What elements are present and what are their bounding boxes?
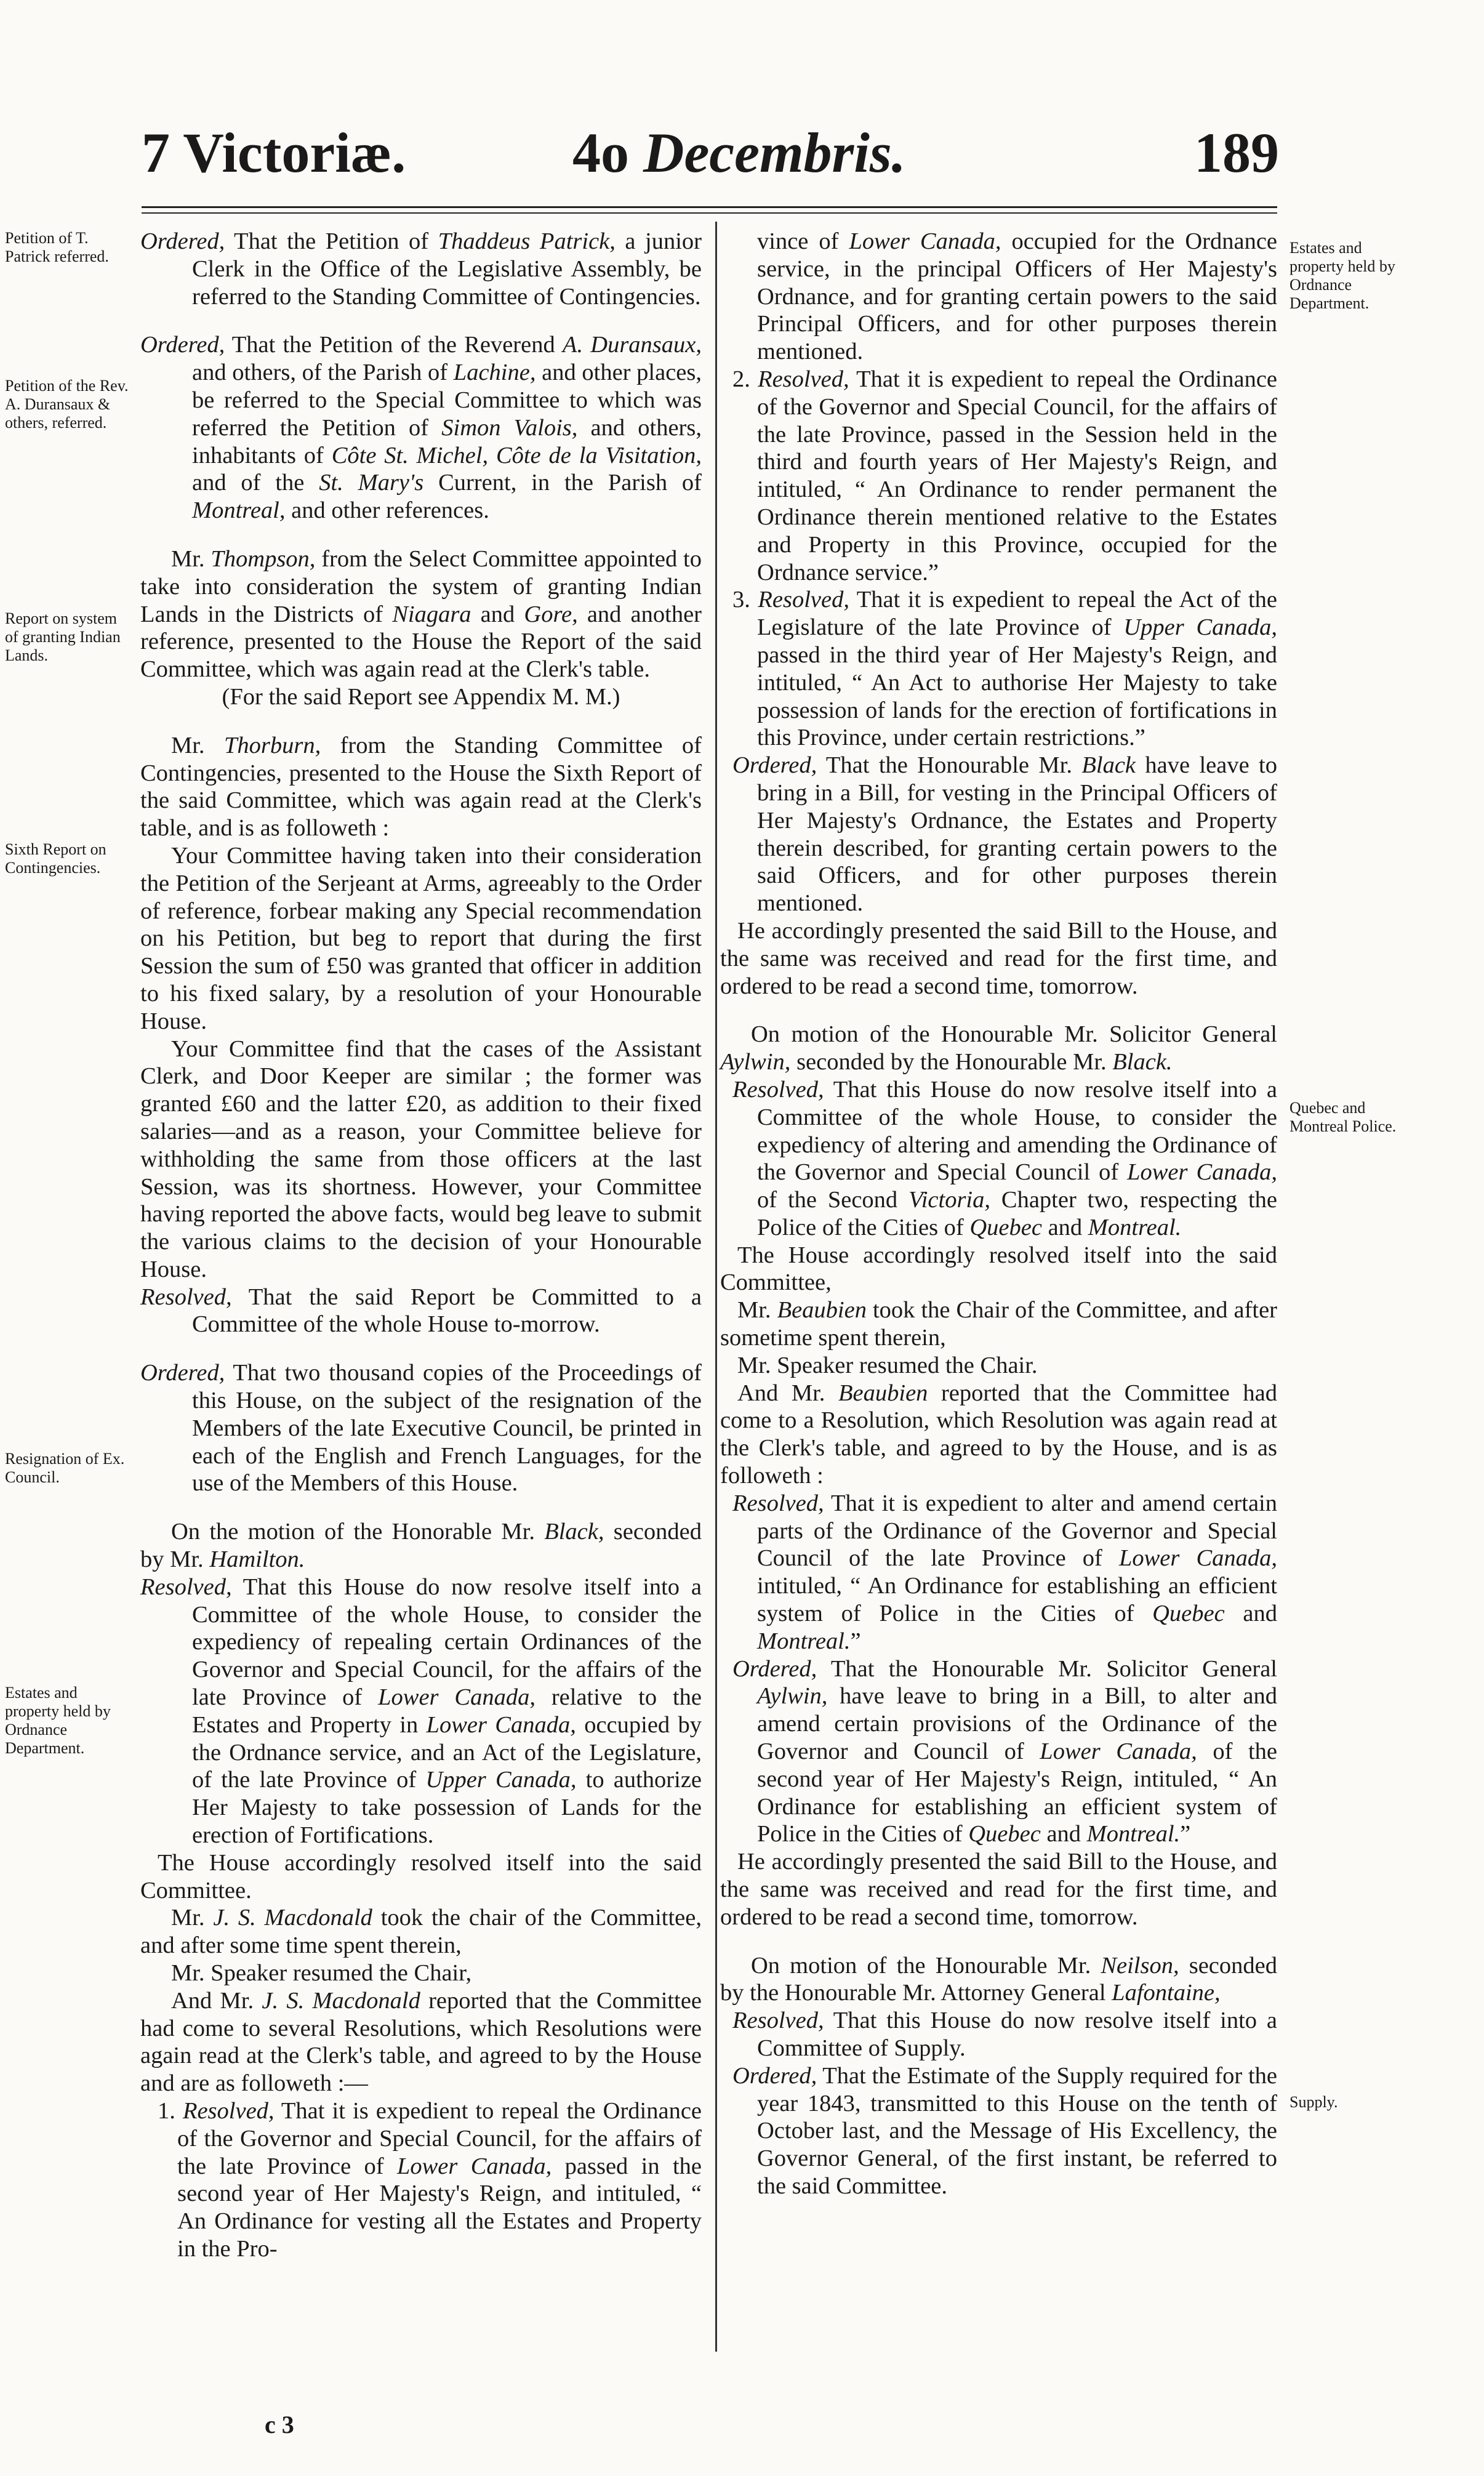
entry-resolved-alter: Resolved, That it is expedient to alter and amend certain parts of the Ordinance of the Governor and Special Council of the late Province of Lower Canada, intituled, “ An Ordinance for establishing an efficient system of Police in the Cities of Quebec and Montreal.” [732,1490,1278,1654]
resolution-2: 2. Resolved, That it is expedient to repeal the Ordinance of the Governor and Special Council, for the affairs of the late Province, passed in the Session held in the third and fourth years of Her Majesty's Reign, and intituled, “ An Ordinance to render permanent the Ordinance therein mentioned relative to the Estates and Property in this Province, occupied for the Ordnance service.” [732,366,1278,585]
margin-note: Estates and property held by Ordnance Department. [5,1684,111,1757]
margin-note: Quebec and Montreal Police. [1289,1099,1397,1135]
margin-note: Supply. [1289,2093,1338,2111]
entry-report-resolutions: And Mr. J. S. Macdonald reported that the Committee had come to several Resolutions, which Resolutions were again read at the Clerk's table, and agreed to by the House and are as followeth :— [140,1987,702,2097]
entry-motion-neilson: On motion of the Honourable Mr. Neilson, seconded by the Honourable Mr. Attorney General Lafontaine, [720,1952,1277,2006]
entry-motion-black: On the motion of the Honorable Mr. Black, seconded by Mr. Hamilton. [140,1519,702,1573]
entry-house-resolved: The House accordingly resolved itself into the said Committee. [140,1849,702,1903]
entry-duransaux-petition: Ordered, That the Petition of the Reverend A. Duransaux, and others, of the Parish of Lachine, and other places, be referred to the Special Committee to which was referred the Petition of Simon Valois, and others, inhabitants of Côte St. Michel, Côte de la Visitation, and of the St. Mary's Current, in the Parish of Montreal, and other references. [140,332,702,524]
margin-note: Petition of the Rev. A. Duransaux & others, referred. [5,377,129,432]
entry-resolved-police: Resolved, That this House do now resolve itself into a Committee of the whole House, to consider the expediency of altering and amending the Ordinance of the Governor and Special Council of Lower Canada, of the Second Victoria, Chapter two, respecting the Police of the Cities of Quebec and Montreal. [732,1076,1277,1240]
entry-resolved-commit: Resolved, That the said Report be Committed to a Committee of the whole House to-morrow. [140,1284,702,1338]
running-head-center [572,120,906,185]
entry-house-resolved: The House accordingly resolved itself into the said Committee, [720,1242,1277,1296]
signature-mark: c 3 [265,2411,294,2438]
margin-note: Sixth Report on Contingencies. [5,840,106,877]
entry-speaker: Mr. Speaker resumed the Chair. [737,1352,1038,1378]
margin-note: Report on system of granting Indian Lands. [5,609,121,664]
resolution-1: 1. Resolved, That it is expedient to repeal the Ordinance of the Governor and Special Council, for the affairs of the late Province of Lower Canada, passed in the second year of Her Majesty's Reign, and intituled, “ An Ordinance for vesting all the Estates and Property in the Pro- [158,2098,702,2262]
entry-ordered-bill-black: Ordered, That the Honourable Mr. Black have leave to bring in a Bill, for vesting in the Principal Officers of Her Majesty's Ordnance, the Estates and Property therein described, for granting certain powers to the said Officers, and for other purposes therein mentioned. [732,752,1277,917]
left-column [140,228,702,2263]
entry-print-copies: Ordered, That two thousand copies of the Proceedings of this House, on the subject of the resignation of the Members of the late Executive Council, be printed in each of the English and French Languages, for the use of the Members of this House. [140,1360,702,1497]
date-month: Decembris. [643,121,906,184]
page-header [0,0,1484,203]
page-number: 189 [1194,121,1279,184]
entry-resolved-ordnance: Resolved, That this House do now resolve itself into a Committee of the whole House, to consider the expediency of repealing certain Ordinances of the Governor and Special Council, for the affairs of the late Province of Lower Canada, relative to the Estates and Property in Lower Canada, occupied by the Ordnance service, and an Act of the Legislature, of the late Province of Upper Canada, to authorize Her Majesty to take possession of Lands for the erection of Fortifications. [140,1574,702,1849]
margin-note: Petition of T. Patrick referred. [5,229,109,265]
entry-ordered-bill-aylwin: Ordered, That the Honourable Mr. Solicitor General Aylwin, have leave to bring in a Bill, to alter and amend certain provisions of the Ordinance of the Governor and Council of Lower Canada, of the second year of Her Majesty's Reign, intituled, “ An Ordinance for establishing an efficient system of Police in the Cities of Quebec and Montreal.” [732,1655,1277,1847]
entry-sixth-report: Mr. Thorburn, from the Standing Committee of Contingencies, presented to the House the Sixth Report of the said Committee, which was again read at the Clerk's table, and is as followeth : [140,732,702,842]
entry-bill-presented: He accordingly presented the said Bill to the House, and the same was received and read for the first time, and ordered to be read a second time, tomorrow. [720,1849,1277,1930]
entry-bill-presented: He accordingly presented the said Bill to the House, and the same was received and read for the first time, and ordered to be read a second time, tomorrow. [720,917,1277,999]
entry-indian-lands-report: Mr. Thompson, from the Select Committee appointed to take into consideration the system of granting Indian Lands in the Districts of Niagara and Gore, and another reference, presented to the House the Report of the said Committee, which was again read at the Clerk's table. [140,545,702,683]
right-column [720,228,1277,2200]
resolution-1-continued: vince of Lower Canada, occupied for the Ordnance service, in the principal Officers of Her Majesty's Ordnance, and for granting certain powers to the said Principal Officers, and for other purposes therein mentioned. [757,228,1278,365]
date-day: 4o [572,121,629,184]
entry-chair: Mr. J. S. Macdonald took the chair of the Committee, and after some time spent therein, [140,1905,702,1959]
margin-note: Resignation of Ex. Council. [5,1450,125,1486]
entry-ordered-estimate: Ordered, That the Estimate of the Supply required for the year 1843, transmitted to this House on the tenth of October last, and the Message of His Excellency, the Governor General, of the first instant, be referred to the said Committee. [732,2062,1277,2199]
header-rule-bottom [142,212,1277,214]
entry-resolved-supply: Resolved, That this House do now resolve itself into a Committee of Supply. [732,2008,1277,2061]
report-paragraph: Your Committee having taken into their consideration the Petition of the Serjeant at Arms, agreeably to the Order of reference, forbear making any Special recommendation on his Petition, but beg to report that during the first Session the sum of £50 was granted that officer in addition to his fixed salary, by a resolution of your Honourable House. [140,842,702,1034]
entry-speaker: Mr. Speaker resumed the Chair, [171,1960,472,1987]
entry-report-resolution: And Mr. Beaubien reported that the Committee had come to a Resolution, which Resolution was again read at the Clerk's table, and agreed to by the House, and is as followeth : [720,1380,1277,1489]
header-rule-top [142,206,1277,208]
resolution-3: 3. Resolved, That it is expedient to repeal the Act of the Legislature of the late Province of Upper Canada, passed in the third year of Her Majesty's Reign, and intituled, “ An Act to authorise Her Majesty to take possession of lands for the erection of fortifications in this Province, under certain restrictions.” [732,587,1278,751]
running-head-left: 7 Victoriæ. [142,121,406,184]
column-divider [715,222,717,2352]
report-paragraph: Your Committee find that the cases of the Assistant Clerk, and Door Keeper are similar ; the former was granted £60 and the latter £20, as addition to their fixed salaries—and as a reason, your Committee believe for withholding the same from those officers at the last Session, was its shortness. However, your Committee having reported the above facts, would beg leave to submit the various claims to the decision of your Honourable House. [140,1035,702,1282]
margin-note: Estates and property held by Ordnance Department. [1289,239,1395,312]
entry-patrick-petition: Ordered, That the Petition of Thaddeus Patrick, a junior Clerk in the Office of the Legislative Assembly, be referred to the Standing Committee of Contingencies. [140,228,702,310]
entry-motion-aylwin: On motion of the Honourable Mr. Solicitor General Aylwin, seconded by the Honourable Mr. Black. [720,1021,1277,1075]
entry-chair: Mr. Beaubien took the Chair of the Committee, and after sometime spent therein, [720,1297,1278,1351]
appendix-note: (For the said Report see Appendix M. M.) [222,683,620,710]
